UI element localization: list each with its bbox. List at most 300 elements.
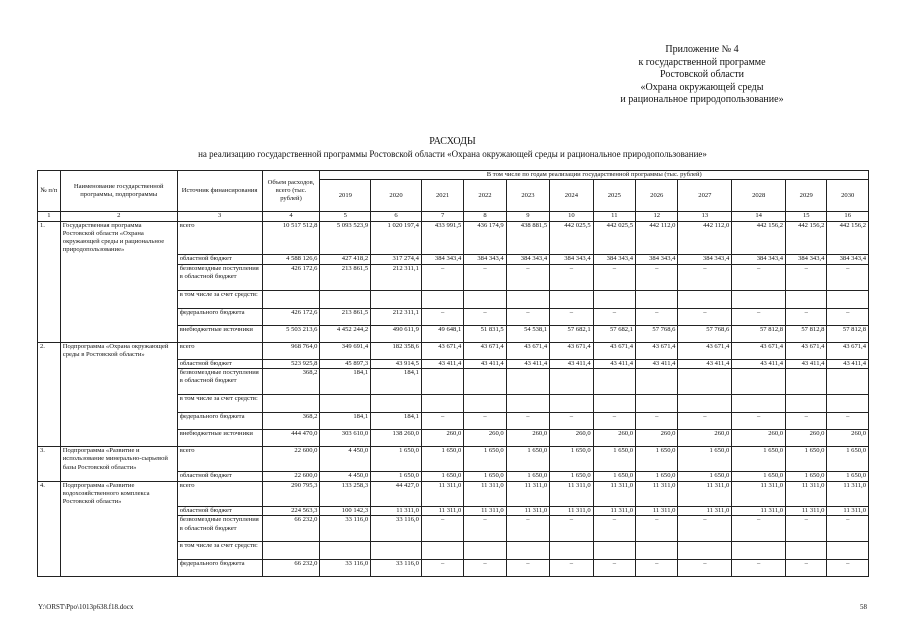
column-index-cell: 8 xyxy=(464,212,506,221)
header-source: Источник финансирования xyxy=(177,171,262,212)
year-value-cell: 11 311,0 xyxy=(827,507,869,516)
program-name-cell xyxy=(60,507,177,516)
funding-source-cell: безвозмездные поступления в областной бюджет xyxy=(177,516,262,542)
program-name-cell xyxy=(60,325,177,342)
appendix-line: Приложение № 4 xyxy=(665,44,739,55)
funding-source-cell: всего xyxy=(177,221,262,255)
year-value-cell: 43 671,4 xyxy=(786,342,827,359)
table-row xyxy=(38,542,869,560)
year-value-cell: – xyxy=(678,516,732,542)
year-value-cell: – xyxy=(550,308,593,325)
year-value-cell xyxy=(464,368,506,394)
funding-source-cell: безвозмездные поступления в областной бюджет xyxy=(177,368,262,394)
table-row xyxy=(38,221,869,255)
total-cell: 444 470,0 xyxy=(262,429,320,446)
year-value-cell: – xyxy=(593,560,635,577)
year-value-cell xyxy=(678,368,732,394)
funding-source-cell: безвозмездные поступления в областной бюджет xyxy=(177,264,262,290)
total-cell: 426 172,6 xyxy=(262,308,320,325)
appendix-note xyxy=(537,44,867,107)
total-cell xyxy=(262,290,320,308)
year-value-cell: – xyxy=(786,560,827,577)
program-name-cell xyxy=(60,255,177,264)
year-value-cell: – xyxy=(593,516,635,542)
year-value-cell: 1 650,0 xyxy=(550,472,593,481)
program-name-cell xyxy=(60,412,177,429)
year-value-cell: 442 156,2 xyxy=(827,221,869,255)
header-years-group: В том числе по годам реализации государственной программы (тыс. рублей) xyxy=(320,171,869,180)
year-value-cell: 442 025,5 xyxy=(593,221,635,255)
year-value-cell: – xyxy=(636,308,678,325)
year-value-cell: – xyxy=(827,412,869,429)
header-year: 2030 xyxy=(827,180,869,212)
header-total: Объем расходов, всего (тыс. рублей) xyxy=(262,171,320,212)
year-value-cell: 43 411,4 xyxy=(636,359,678,368)
year-value-cell: 260,0 xyxy=(678,429,732,446)
funding-source-cell: внебюджетные источники xyxy=(177,429,262,446)
program-name-cell xyxy=(60,308,177,325)
year-value-cell xyxy=(593,290,635,308)
year-value-cell: 1 650,0 xyxy=(732,472,786,481)
table-row xyxy=(38,481,869,506)
program-num-cell xyxy=(38,264,61,290)
year-value-cell: 43 914,5 xyxy=(371,359,422,368)
document-subtitle: на реализацию государственной программы Ростовской области «Охрана окружающей среды и рациональное природопользование» xyxy=(198,149,707,159)
year-value-cell xyxy=(732,542,786,560)
year-value-cell xyxy=(827,542,869,560)
year-value-cell: – xyxy=(421,308,463,325)
total-cell: 968 764,0 xyxy=(262,342,320,359)
column-index-cell: 11 xyxy=(593,212,635,221)
column-index-cell: 4 xyxy=(262,212,320,221)
year-value-cell: – xyxy=(827,308,869,325)
year-value-cell: 260,0 xyxy=(786,429,827,446)
year-value-cell: 11 311,0 xyxy=(786,481,827,506)
year-value-cell: – xyxy=(732,516,786,542)
program-num-cell xyxy=(38,368,61,394)
table-row xyxy=(38,368,869,394)
year-value-cell xyxy=(678,394,732,412)
year-value-cell: 184,1 xyxy=(371,412,422,429)
total-cell: 66 232,0 xyxy=(262,516,320,542)
year-value-cell: – xyxy=(464,560,506,577)
program-num-cell xyxy=(38,542,61,560)
year-value-cell: 260,0 xyxy=(421,429,463,446)
column-index-row xyxy=(38,212,869,221)
year-value-cell: 43 671,4 xyxy=(421,342,463,359)
total-cell xyxy=(262,394,320,412)
year-value-cell: 4 450,0 xyxy=(320,446,371,471)
year-value-cell xyxy=(593,368,635,394)
year-value-cell xyxy=(421,368,463,394)
program-num-cell: 4. xyxy=(38,481,61,506)
column-index-cell: 7 xyxy=(421,212,463,221)
year-value-cell: – xyxy=(786,412,827,429)
year-value-cell xyxy=(827,368,869,394)
program-num-cell xyxy=(38,560,61,577)
year-value-cell: 11 311,0 xyxy=(550,481,593,506)
year-value-cell xyxy=(593,542,635,560)
year-value-cell: 138 260,0 xyxy=(371,429,422,446)
program-name-cell: Подпрограмма «Охрана окружающей среды в Ростовской области» xyxy=(60,342,177,359)
year-value-cell: 260,0 xyxy=(593,429,635,446)
year-value-cell xyxy=(371,542,422,560)
year-value-cell xyxy=(636,368,678,394)
year-value-cell: – xyxy=(421,412,463,429)
year-value-cell: – xyxy=(678,560,732,577)
year-value-cell xyxy=(421,290,463,308)
year-value-cell: 1 650,0 xyxy=(464,446,506,471)
program-num-cell xyxy=(38,308,61,325)
year-value-cell xyxy=(550,368,593,394)
year-value-cell: 43 671,4 xyxy=(506,342,549,359)
funding-source-cell: областной бюджет xyxy=(177,472,262,481)
year-value-cell: 49 648,1 xyxy=(421,325,463,342)
year-value-cell xyxy=(786,368,827,394)
year-value-cell xyxy=(732,368,786,394)
year-value-cell: 213 861,5 xyxy=(320,264,371,290)
document-title: РАСХОДЫ xyxy=(429,136,476,147)
program-num-cell xyxy=(38,359,61,368)
table-row xyxy=(38,412,869,429)
year-value-cell: 384 343,4 xyxy=(732,255,786,264)
year-value-cell: – xyxy=(421,264,463,290)
program-num-cell xyxy=(38,472,61,481)
year-value-cell xyxy=(371,290,422,308)
table-row xyxy=(38,325,869,342)
year-value-cell xyxy=(732,290,786,308)
year-value-cell: 11 311,0 xyxy=(593,481,635,506)
year-value-cell: 43 671,4 xyxy=(593,342,635,359)
year-value-cell: 1 020 197,4 xyxy=(371,221,422,255)
year-value-cell: – xyxy=(678,264,732,290)
year-value-cell: 317 274,4 xyxy=(371,255,422,264)
year-value-cell: 43 411,4 xyxy=(464,359,506,368)
funding-source-cell: в том числе за счет средств: xyxy=(177,290,262,308)
table-header xyxy=(38,171,869,212)
program-num-cell xyxy=(38,325,61,342)
year-value-cell: 11 311,0 xyxy=(732,481,786,506)
total-cell: 22 600,0 xyxy=(262,446,320,471)
total-cell: 66 232,0 xyxy=(262,560,320,577)
year-value-cell: 184,1 xyxy=(320,412,371,429)
table-row xyxy=(38,560,869,577)
header-year: 2026 xyxy=(636,180,678,212)
year-value-cell xyxy=(464,290,506,308)
year-value-cell: 11 311,0 xyxy=(732,507,786,516)
year-value-cell: 260,0 xyxy=(636,429,678,446)
funding-source-cell: внебюджетные источники xyxy=(177,325,262,342)
table-row xyxy=(38,359,869,368)
year-value-cell: 260,0 xyxy=(464,429,506,446)
year-value-cell: 11 311,0 xyxy=(678,481,732,506)
year-value-cell: 384 343,4 xyxy=(827,255,869,264)
year-value-cell: 1 650,0 xyxy=(506,446,549,471)
year-value-cell: 43 671,4 xyxy=(464,342,506,359)
year-value-cell: 57 812,8 xyxy=(786,325,827,342)
year-value-cell xyxy=(786,394,827,412)
year-value-cell: – xyxy=(786,516,827,542)
year-value-cell: 1 650,0 xyxy=(593,446,635,471)
program-num-cell: 2. xyxy=(38,342,61,359)
year-value-cell xyxy=(506,290,549,308)
year-value-cell: 212 311,1 xyxy=(371,264,422,290)
year-value-cell: 1 650,0 xyxy=(506,472,549,481)
funding-source-cell: областной бюджет xyxy=(177,255,262,264)
total-cell xyxy=(262,542,320,560)
total-cell: 368,2 xyxy=(262,368,320,394)
year-value-cell: 260,0 xyxy=(732,429,786,446)
table-row xyxy=(38,264,869,290)
year-value-cell: 43 411,4 xyxy=(827,359,869,368)
program-name-cell xyxy=(60,290,177,308)
year-value-cell xyxy=(464,542,506,560)
file-path: Y:\ORST\Ppo\1013p638.f18.docx xyxy=(38,603,134,611)
year-value-cell: 442 156,2 xyxy=(732,221,786,255)
year-value-cell xyxy=(320,542,371,560)
column-index-cell: 10 xyxy=(550,212,593,221)
table-row xyxy=(38,429,869,446)
year-value-cell: 11 311,0 xyxy=(421,507,463,516)
year-value-cell xyxy=(636,542,678,560)
year-value-cell: – xyxy=(506,560,549,577)
year-value-cell xyxy=(678,542,732,560)
year-value-cell: – xyxy=(506,308,549,325)
year-value-cell: 51 831,5 xyxy=(464,325,506,342)
program-name-cell xyxy=(60,429,177,446)
year-value-cell xyxy=(550,290,593,308)
year-value-cell: 1 650,0 xyxy=(786,446,827,471)
year-value-cell: 1 650,0 xyxy=(371,446,422,471)
program-num-cell xyxy=(38,290,61,308)
year-value-cell: 4 452 244,2 xyxy=(320,325,371,342)
funding-source-cell: федерального бюджета xyxy=(177,308,262,325)
appendix-line: Ростовской области xyxy=(660,69,744,80)
year-value-cell: 11 311,0 xyxy=(636,481,678,506)
total-cell: 10 517 512,8 xyxy=(262,221,320,255)
year-value-cell: 43 671,4 xyxy=(732,342,786,359)
year-value-cell: – xyxy=(421,560,463,577)
funding-source-cell: областной бюджет xyxy=(177,359,262,368)
total-cell: 523 925,8 xyxy=(262,359,320,368)
year-value-cell: – xyxy=(827,560,869,577)
year-value-cell: 5 093 523,9 xyxy=(320,221,371,255)
header-year: 2027 xyxy=(678,180,732,212)
year-value-cell xyxy=(421,394,463,412)
year-value-cell: 43 671,4 xyxy=(550,342,593,359)
column-index-cell: 1 xyxy=(38,212,61,221)
year-value-cell: 43 411,4 xyxy=(421,359,463,368)
year-value-cell: 57 812,8 xyxy=(827,325,869,342)
year-value-cell: 33 116,0 xyxy=(320,516,371,542)
year-value-cell: 57 768,6 xyxy=(678,325,732,342)
year-value-cell: 43 671,4 xyxy=(827,342,869,359)
year-value-cell: 1 650,0 xyxy=(827,472,869,481)
year-value-cell: – xyxy=(550,560,593,577)
year-value-cell xyxy=(506,542,549,560)
table-row xyxy=(38,472,869,481)
year-value-cell xyxy=(678,290,732,308)
header-name: Наименование государственной программы, подпрограммы xyxy=(60,171,177,212)
year-value-cell xyxy=(506,394,549,412)
year-value-cell xyxy=(550,542,593,560)
appendix-line: к государственной программе xyxy=(638,56,766,68)
year-value-cell: – xyxy=(593,412,635,429)
year-value-cell xyxy=(464,394,506,412)
year-value-cell: – xyxy=(636,516,678,542)
year-value-cell: – xyxy=(732,308,786,325)
year-value-cell: 384 343,4 xyxy=(421,255,463,264)
year-value-cell: 45 897,3 xyxy=(320,359,371,368)
year-value-cell: 384 343,4 xyxy=(593,255,635,264)
year-value-cell: – xyxy=(678,308,732,325)
year-value-cell: 384 343,4 xyxy=(506,255,549,264)
program-name-cell: Подпрограмма «Развитие и использование минерально-сырьевой базы Ростовской области» xyxy=(60,446,177,471)
year-value-cell: 11 311,0 xyxy=(786,507,827,516)
year-value-cell: – xyxy=(506,412,549,429)
year-value-cell: 33 116,0 xyxy=(320,560,371,577)
funding-source-cell: федерального бюджета xyxy=(177,560,262,577)
column-index-cell: 14 xyxy=(732,212,786,221)
program-num-cell: 1. xyxy=(38,221,61,255)
header-year: 2019 xyxy=(320,180,371,212)
appendix-line: и рациональное природопользование» xyxy=(620,94,784,105)
table-row xyxy=(38,308,869,325)
year-value-cell: 11 311,0 xyxy=(506,507,549,516)
year-value-cell: 11 311,0 xyxy=(593,507,635,516)
year-value-cell: 43 411,4 xyxy=(786,359,827,368)
year-value-cell: 43 411,4 xyxy=(593,359,635,368)
program-num-cell xyxy=(38,255,61,264)
year-value-cell: 384 343,4 xyxy=(464,255,506,264)
header-year: 2024 xyxy=(550,180,593,212)
year-value-cell: – xyxy=(732,412,786,429)
year-value-cell: – xyxy=(786,264,827,290)
page-number: 58 xyxy=(860,603,867,611)
year-value-cell: 212 311,1 xyxy=(371,308,422,325)
program-num-cell xyxy=(38,412,61,429)
year-value-cell: – xyxy=(464,516,506,542)
year-value-cell: 11 311,0 xyxy=(421,481,463,506)
funding-source-cell: в том числе за счет средств: xyxy=(177,394,262,412)
program-num-cell xyxy=(38,429,61,446)
year-value-cell: 184,1 xyxy=(320,368,371,394)
year-value-cell: 1 650,0 xyxy=(371,472,422,481)
year-value-cell: 43 411,4 xyxy=(732,359,786,368)
program-name-cell xyxy=(60,542,177,560)
year-value-cell: – xyxy=(827,516,869,542)
column-index-cell: 15 xyxy=(786,212,827,221)
total-cell: 368,2 xyxy=(262,412,320,429)
year-value-cell: 43 671,4 xyxy=(636,342,678,359)
funding-source-cell: всего xyxy=(177,446,262,471)
header-year: 2022 xyxy=(464,180,506,212)
document-heading xyxy=(0,136,905,160)
year-value-cell: 57 768,6 xyxy=(636,325,678,342)
funding-source-cell: федерального бюджета xyxy=(177,412,262,429)
program-name-cell xyxy=(60,359,177,368)
funding-source-cell: всего xyxy=(177,342,262,359)
year-value-cell: 442 025,5 xyxy=(550,221,593,255)
year-value-cell: 57 682,1 xyxy=(593,325,635,342)
year-value-cell: 384 343,4 xyxy=(786,255,827,264)
header-year: 2025 xyxy=(593,180,635,212)
year-value-cell: 11 311,0 xyxy=(550,507,593,516)
total-cell: 22 600,0 xyxy=(262,472,320,481)
year-value-cell: 303 610,0 xyxy=(320,429,371,446)
year-value-cell: – xyxy=(464,308,506,325)
year-value-cell: – xyxy=(506,516,549,542)
year-value-cell: 384 343,4 xyxy=(678,255,732,264)
year-value-cell: 33 116,0 xyxy=(371,516,422,542)
year-value-cell: 11 311,0 xyxy=(636,507,678,516)
table-row xyxy=(38,507,869,516)
year-value-cell xyxy=(636,394,678,412)
table-row xyxy=(38,342,869,359)
header-year: 2020 xyxy=(371,180,422,212)
column-index-cell: 12 xyxy=(636,212,678,221)
year-value-cell xyxy=(320,394,371,412)
table-row xyxy=(38,255,869,264)
year-value-cell: 438 881,5 xyxy=(506,221,549,255)
column-index-cell: 3 xyxy=(177,212,262,221)
year-value-cell: 11 311,0 xyxy=(464,507,506,516)
table-row xyxy=(38,516,869,542)
year-value-cell: – xyxy=(786,308,827,325)
year-value-cell xyxy=(550,394,593,412)
year-value-cell xyxy=(827,290,869,308)
program-name-cell xyxy=(60,264,177,290)
year-value-cell: 260,0 xyxy=(506,429,549,446)
year-value-cell: – xyxy=(550,516,593,542)
year-value-cell: 43 671,4 xyxy=(678,342,732,359)
year-value-cell: 213 861,5 xyxy=(320,308,371,325)
year-value-cell: 133 258,3 xyxy=(320,481,371,506)
year-value-cell: – xyxy=(636,412,678,429)
year-value-cell: 384 343,4 xyxy=(636,255,678,264)
program-name-cell xyxy=(60,516,177,542)
year-value-cell: 184,1 xyxy=(371,368,422,394)
total-cell: 290 795,3 xyxy=(262,481,320,506)
year-value-cell: 442 156,2 xyxy=(786,221,827,255)
year-value-cell: 427 418,2 xyxy=(320,255,371,264)
year-value-cell: 1 650,0 xyxy=(550,446,593,471)
header-num: № п/п xyxy=(38,171,61,212)
column-index-cell: 2 xyxy=(60,212,177,221)
header-year: 2029 xyxy=(786,180,827,212)
year-value-cell: 43 411,4 xyxy=(550,359,593,368)
program-num-cell xyxy=(38,516,61,542)
year-value-cell: 11 311,0 xyxy=(464,481,506,506)
year-value-cell: – xyxy=(464,264,506,290)
total-cell: 426 172,6 xyxy=(262,264,320,290)
table-row xyxy=(38,290,869,308)
column-index-cell: 6 xyxy=(371,212,422,221)
year-value-cell: 1 650,0 xyxy=(464,472,506,481)
column-index-cell: 9 xyxy=(506,212,549,221)
year-value-cell: 1 650,0 xyxy=(421,472,463,481)
year-value-cell: 384 343,4 xyxy=(550,255,593,264)
year-value-cell: – xyxy=(636,264,678,290)
year-value-cell: – xyxy=(593,308,635,325)
program-num-cell xyxy=(38,394,61,412)
total-cell: 5 503 213,6 xyxy=(262,325,320,342)
program-num-cell xyxy=(38,507,61,516)
year-value-cell xyxy=(786,290,827,308)
year-value-cell: 442 112,0 xyxy=(678,221,732,255)
year-value-cell: 100 142,3 xyxy=(320,507,371,516)
year-value-cell: – xyxy=(636,560,678,577)
